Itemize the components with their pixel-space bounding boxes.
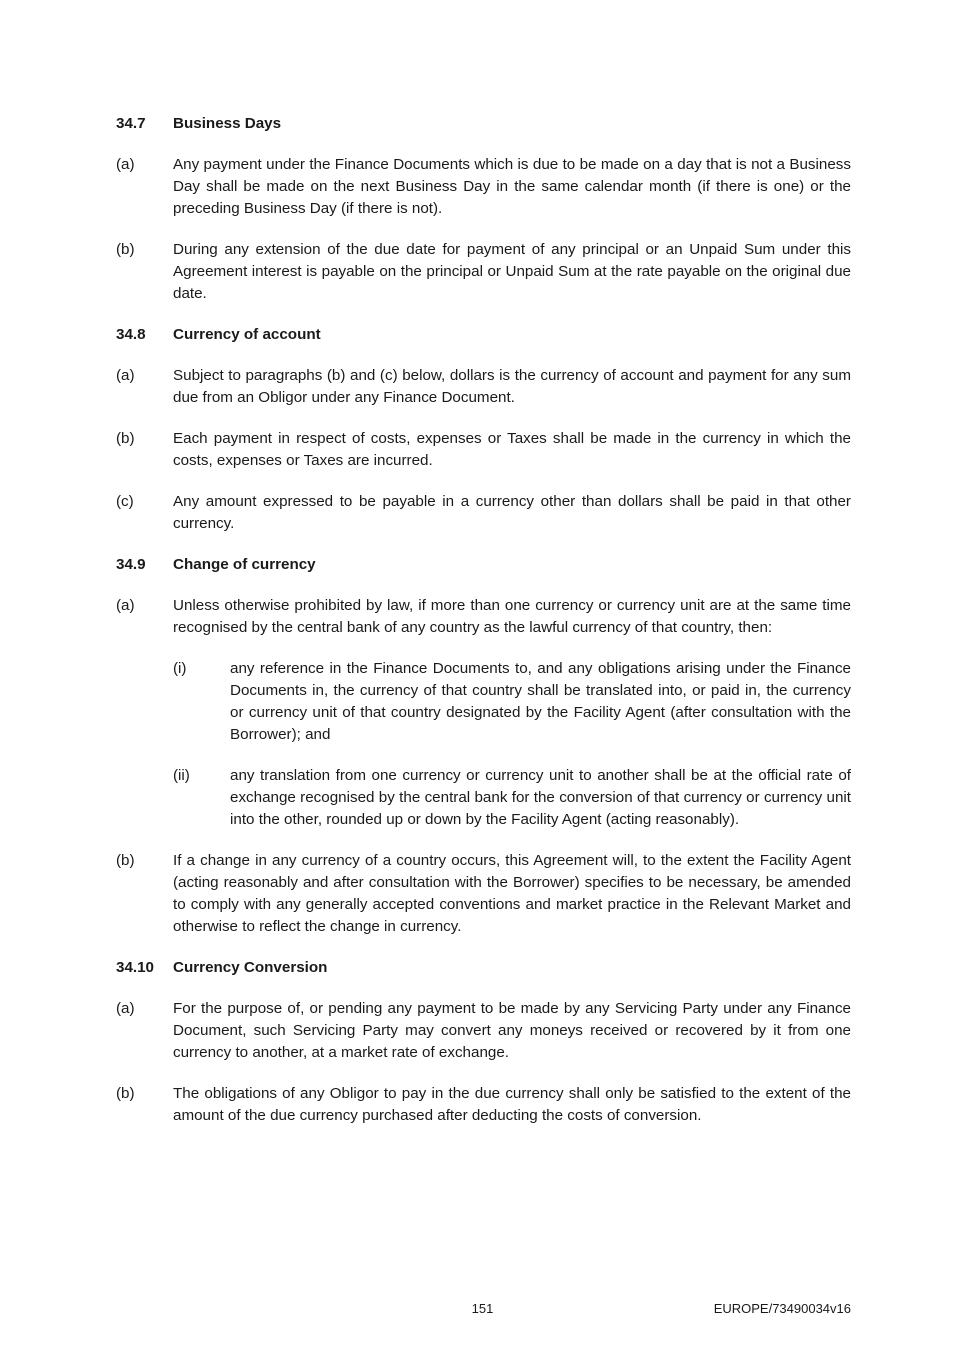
section-number: 34.9 <box>116 556 146 573</box>
paragraph-label: (b) <box>116 241 135 258</box>
paragraph <box>116 365 851 409</box>
paragraph-text: If a change in any currency of a country occurs, this Agreement will, to the extent the Facility Agent (acting reasonably and after consultation with the Borrower) specifies to be necessary, be amended to comply with any generally accepted conventions and market practice in the Relevant Market and otherwise to reflect the change in currency. <box>173 852 851 935</box>
section-heading-34-9 <box>116 554 851 576</box>
section-number: 34.7 <box>116 115 146 132</box>
paragraph-text: Any amount expressed to be payable in a currency other than dollars shall be paid in that other currency. <box>173 493 851 532</box>
paragraph-label: (b) <box>116 852 135 869</box>
sub-paragraph-label: (i) <box>173 660 187 677</box>
paragraph-label: (a) <box>116 367 135 384</box>
paragraph-label: (a) <box>116 1000 135 1017</box>
paragraph-text: During any extension of the due date for payment of any principal or an Unpaid Sum under this Agreement interest is payable on the principal or Unpaid Sum at the rate payable on the original due date. <box>173 241 851 302</box>
sub-paragraph-text: any translation from one currency or currency unit to another shall be at the official rate of exchange recognised by the central bank for the conversion of that currency or currency unit into the other, rounded up or down by the Facility Agent (acting reasonably). <box>230 767 851 828</box>
paragraph <box>116 154 851 220</box>
sub-paragraph <box>173 658 851 746</box>
paragraph-label: (a) <box>116 597 135 614</box>
section-title: Business Days <box>173 115 282 132</box>
sub-paragraph <box>173 765 851 831</box>
paragraph <box>116 850 851 938</box>
paragraph-text: Unless otherwise prohibited by law, if more than one currency or currency unit are at the same time recognised by the central bank of any country as the lawful currency of that country, then: <box>173 597 851 636</box>
section-number: 34.8 <box>116 326 146 343</box>
page-content <box>116 113 851 1146</box>
paragraph <box>116 239 851 305</box>
section-title: Currency Conversion <box>173 959 328 976</box>
paragraph-label: (a) <box>116 156 135 173</box>
section-heading-34-8 <box>116 324 851 346</box>
section-heading-34-7 <box>116 113 851 135</box>
sub-paragraph-label: (ii) <box>173 767 190 784</box>
paragraph <box>116 998 851 1064</box>
sub-paragraph-text: any reference in the Finance Documents to, and any obligations arising under the Finance Documents in, the currency of that country shall be translated into, or paid in, the currency or currency unit of that country designated by the Facility Agent (after consultation with the Borrower); and <box>230 660 851 743</box>
paragraph-label: (b) <box>116 430 135 447</box>
page-number: 151 <box>471 1301 494 1316</box>
paragraph-label: (c) <box>116 493 134 510</box>
paragraph <box>116 595 851 639</box>
paragraph <box>116 428 851 472</box>
section-number: 34.10 <box>116 959 155 976</box>
document-reference: EUROPE/73490034v16 <box>713 1301 851 1316</box>
section-title: Change of currency <box>173 556 316 573</box>
section-heading-34-10 <box>116 957 851 979</box>
section-title: Currency of account <box>173 326 321 343</box>
paragraph-text: Subject to paragraphs (b) and (c) below, dollars is the currency of account and payment for any sum due from an Obligor under any Finance Document. <box>173 367 851 406</box>
paragraph-text: Any payment under the Finance Documents which is due to be made on a day that is not a Business Day shall be made on the next Business Day in the same calendar month (if there is one) or the preceding Business Day (if there is not). <box>173 156 851 217</box>
paragraph-text: Each payment in respect of costs, expenses or Taxes shall be made in the currency in which the costs, expenses or Taxes are incurred. <box>173 430 851 469</box>
paragraph-text: The obligations of any Obligor to pay in the due currency shall only be satisfied to the extent of the amount of the due currency purchased after deducting the costs of conversion. <box>173 1085 851 1124</box>
paragraph <box>116 491 851 535</box>
paragraph <box>116 1083 851 1127</box>
paragraph-text: For the purpose of, or pending any payment to be made by any Servicing Party under any Finance Document, such Servicing Party may convert any moneys received or recovered by it from one currency to another, at a market rate of exchange. <box>173 1000 851 1061</box>
paragraph-label: (b) <box>116 1085 135 1102</box>
